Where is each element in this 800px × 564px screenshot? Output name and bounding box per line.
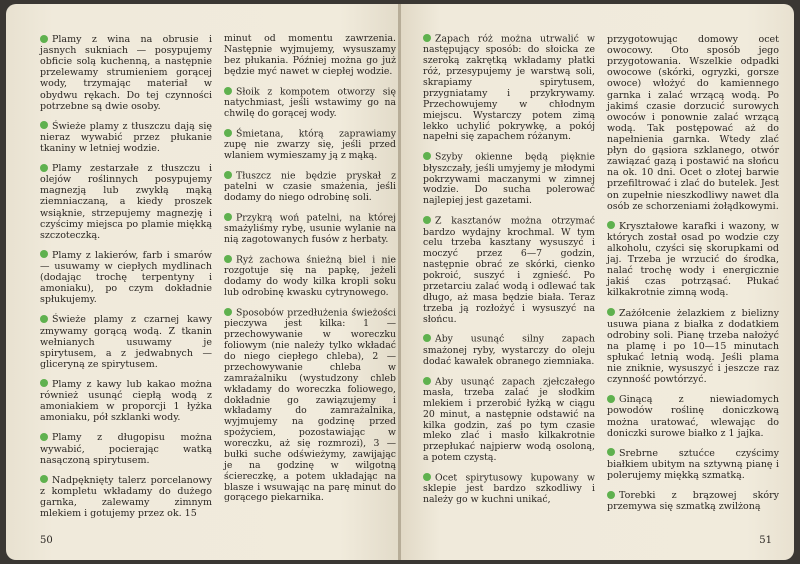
green-bullet-icon [224, 255, 232, 263]
tip-paragraph: Aby usunąć silny zapach smażonej ryby, wystarczy do oleju dodać kawałek obranego ziemniaka. [423, 333, 595, 367]
left-page-column-1 [40, 34, 212, 528]
tip-paragraph: Słoik z kompotem otworzy się natychmiast, jeśli wstawimy go na chwilę do gorącej wody. [224, 86, 396, 119]
green-bullet-icon [224, 129, 232, 137]
green-bullet-icon [40, 250, 48, 258]
green-bullet-icon [423, 334, 431, 342]
right-page-column-2 [607, 34, 779, 521]
page-number: 51 [759, 535, 772, 546]
tip-paragraph: Zapach róż można utrwalić w następujący sposób: do słoicka ze szeroką zakrętką wkładamy płatki róż, przesypujemy je warstwą soli, skrapiamy spirytusem, przygniatamy i przykrywamy. Przechowujemy w chłodnym miejscu. Wystarczy potem zimą lekko uchylić pokrywkę, a pokój napełni się zapachem różanym. [423, 33, 595, 143]
tip-paragraph: Przykrą woń patelni, na której smażyliśmy rybę, usunie wylanie na nią zagotowanych fusów z herbaty. [224, 212, 396, 246]
green-bullet-icon [40, 121, 48, 129]
tip-paragraph-continuation: przygotowując domowy ocet owocowy. Oto sposób jego przygotowania. Wszelkie odpadki owocowe (skórki, ogryzki, gorsze owoce) włożyć do kamiennego garnka i zalać wrzącą wodą. Po jakimś czasie dorzucić surowych owoców i ponownie zalać wrzącą wodą. Tak postępować aż do napełnienia garnka. Wtedy zlać płyn do gąsiora szklanego, otwór zawiązać gazą i postawić na słońcu na ok. 10 dni. Ocet o złotej barwie przefiltrować i zlać do butelek. Jest on zupełnie nieszkodliwy nawet dla osób ze schorzeniami żołądkowymi. [607, 34, 779, 212]
green-bullet-icon [40, 475, 48, 483]
tip-paragraph: Plamy z wina na obrusie i jasnych sukniach — posypujemy obficie solą kuchenną, a następnie przelewamy strumieniem gorącej wody, trzymając materiał w obydwu rękach. Do tej czynności potrzebne są dwie osoby. [40, 34, 212, 112]
green-bullet-icon [40, 433, 48, 441]
tip-paragraph: Srebrne sztućce czyścimy białkiem ubitym na sztywną pianę i polerujemy miękką szmatką. [607, 447, 779, 481]
green-bullet-icon [224, 308, 232, 316]
tip-paragraph: Sposobów przedłużenia świeżości pieczywa jest kilka: 1 — przechowywanie w woreczku foliowym (nie należy tylko wkładać do niego ciepłego chleba), 2 — przechowywanie chleba w zamrażalniku (wystudzony chleb wkładamy do woreczka foliowego, dokładnie go zawiązujemy i wkładamy do zamrażalnika, wyjmujemy na godzinę przed spożyciem, pozostawiając w woreczku, aż się rozmrozi), 3 — bułki suche odświeżymy, zawijając je na godzinę w wilgotną ściereczkę, a potem układając na blasze i wsuwając na parę minut do gorącego piekarnika. [224, 307, 396, 504]
page-number: 50 [40, 535, 53, 546]
left-page-column-2 [224, 34, 396, 513]
tip-paragraph-continuation: minut od momentu zawrzenia. Następnie wyjmujemy, wysuszamy bez płukania. Później można go już będzie myć nawet w ciepłej wodzie. [224, 33, 396, 77]
green-bullet-icon [224, 171, 232, 179]
green-bullet-icon [423, 34, 431, 42]
green-bullet-icon [40, 35, 48, 43]
tip-paragraph: Zażółcenie żelazkiem z bielizny usuwa piana z białka z dodatkiem odrobiny soli. Pianę trzeba nałożyć na plamę i po 10—15 minutach spłukać letnią wodą. Jeśli plama nie zniknie, wysuszyć i jeszcze raz czynność powtórzyć. [607, 307, 779, 386]
green-bullet-icon [40, 164, 48, 172]
tip-paragraph: Śmietana, którą zaprawiamy zupę nie zwarzy się, jeśli przed wlaniem wymieszamy ją z mąką. [224, 128, 396, 161]
tip-paragraph: Plamy z kawy lub kakao można również usunąć ciepłą wodą z amoniakiem w proporcji 1 łyżka amoniaku, pół szklanki wody. [40, 378, 212, 424]
tip-paragraph: Plamy z długopisu można wywabić, pocierając watką nasączoną spirytusem. [40, 432, 212, 466]
tip-paragraph: Ocet spirytusowy kupowany w sklepie jest bardzo szkodliwy i należy go w kuchni unikać, [423, 472, 595, 506]
tip-paragraph: Plamy z lakierów, farb i smarów — usuwamy w ciepłych mydlinach (dodając trochę terpentyny i amoniaku), po czym dokładnie spłukujemy. [40, 249, 212, 306]
green-bullet-icon [423, 377, 431, 385]
green-bullet-icon [423, 473, 431, 481]
green-bullet-icon [607, 395, 615, 403]
green-bullet-icon [40, 315, 48, 323]
left-page [6, 4, 399, 560]
green-bullet-icon [423, 216, 431, 224]
tip-paragraph: Ryż zachowa śnieżną biel i nie rozgotuje się na papkę, jeżeli dodamy do wody kilka kropli soku lub odrobinę kwasku cytrynowego. [224, 254, 396, 299]
green-bullet-icon [224, 87, 232, 95]
tip-paragraph: Kryształowe karafki i wazony, w których został osad po wodzie czy alkoholu, czyści się skorupkami od jaj. Trzeba je wrzucić do środka, nalać trochę wody i energicznie jakiś czas potrząsać. Płukać kilkakrotnie zimną wodą. [607, 220, 779, 299]
tip-paragraph: Torebki z brązowej skóry przemywa się szmatką zwilżoną [607, 490, 779, 513]
tip-paragraph: Aby usunąć zapach zjełczałego masła, trzeba zalać je słodkim mlekiem i przerobić łyżką w ciągu 20 minut, a następnie odstawić na kilka godzin, zaś po tym czasie mleko zlać i masło kilkakrotnie przepłukać najpierw wodą osoloną, a potem czystą. [423, 376, 595, 464]
tip-paragraph: Z kasztanów można otrzymać bardzo wydajny krochmal. W tym celu trzeba kasztany wysuszyć i moczyć przez 6—7 godzin, następnie obrać ze skórki, cienko pokroić, suszyć i zgnieść. Po przetarciu zalać wodą i odlewać tak długo, aż masa będzie biała. Teraz trzeba ją rozłożyć i wysuszyć na słońcu. [423, 215, 595, 325]
tip-paragraph: Świeże plamy z tłuszczu dają się nieraz wywabić przez płukanie tkaniny w letniej wodzie. [40, 120, 212, 154]
green-bullet-icon [607, 221, 615, 229]
right-page-column-1 [423, 34, 595, 515]
tip-paragraph: Ginącą z niewiadomych powodów roślinę doniczkową można uratować, wlewając do doniczki surowe białko z 1 jajka. [607, 394, 779, 439]
book-spread [6, 4, 794, 560]
green-bullet-icon [607, 491, 615, 499]
green-bullet-icon [224, 213, 232, 221]
right-page [401, 4, 794, 560]
tip-paragraph: Szyby okienne będą pięknie błyszczały, jeśli umyjemy je młodymi pokrzywami maczanymi w zimnej wodzie. Do sucha polerować najlepiej jest gazetami. [423, 151, 595, 207]
green-bullet-icon [607, 308, 615, 316]
green-bullet-icon [607, 448, 615, 456]
green-bullet-icon [40, 379, 48, 387]
tip-paragraph: Nadpęknięty talerz porcelanowy z kompletu wkładamy do dużego garnka, zalewamy zimnym mlekiem i gotujemy przez ok. 15 [40, 474, 212, 520]
tip-paragraph: Plamy zestarzałe z tłuszczu i olejów roślinnych posypujemy magnezją lub zwykłą mąką ziemniaczaną, a kiedy proszek wsiąknie, strzepujemy magnezję i czyścimy miejsca po plamie miękką szczoteczką. [40, 163, 212, 241]
tip-paragraph: Tłuszcz nie będzie pryskał z patelni w czasie smażenia, jeśli dodamy do niego odrobinę soli. [224, 170, 396, 203]
tip-paragraph: Świeże plamy z czarnej kawy zmywamy gorącą wodą. Z tkanin wełnianych usuwamy je spirytusem, a z jedwabnych — gliceryną ze spirytusem. [40, 314, 212, 370]
green-bullet-icon [423, 152, 431, 160]
